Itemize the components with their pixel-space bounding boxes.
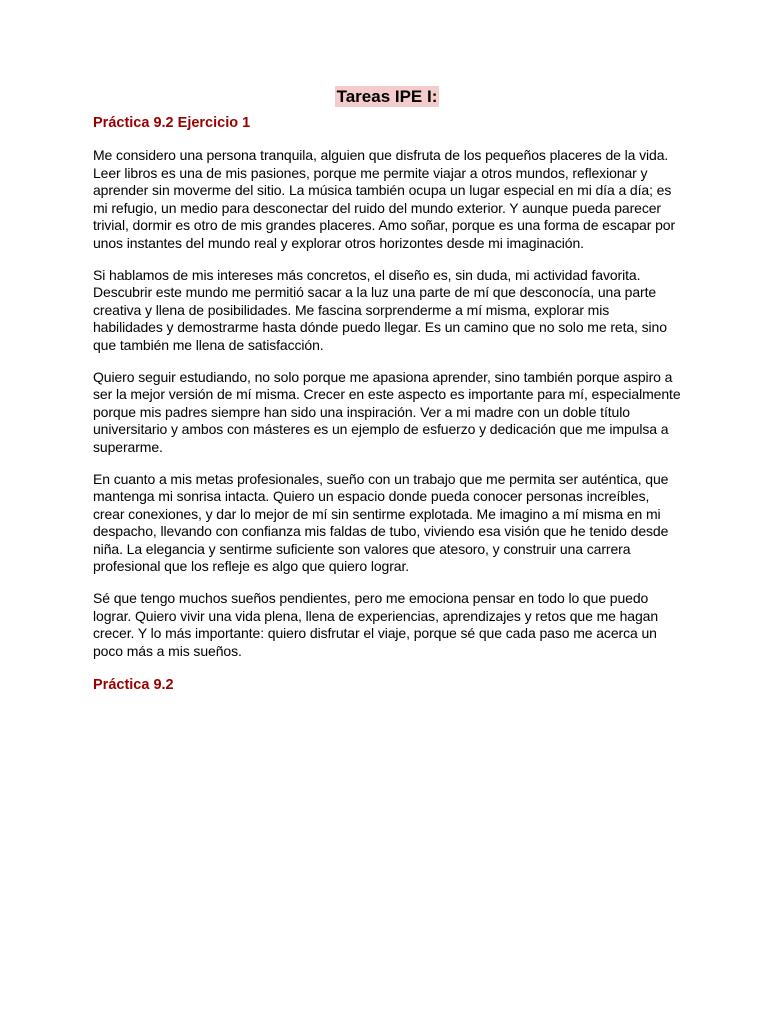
paragraph-1: Me considero una persona tranquila, alguien que disfruta de los pequeños placeres de la vida. Leer libros es una de mis pasiones, porque me permite viajar a otros mundos, reflexionar y aprender sin moverme del sitio. La música también ocupa un lugar especial en mi día a día; es mi refugio, un medio para desconectar del ruido del mundo exterior. Y aunque pueda parecer trivial, dormir es otro de mis grandes placeres. Amo soñar, porque es una forma de escapar por unos instantes del mundo real y explorar otros horizontes desde mi imaginación. bbox=[93, 147, 676, 251]
paragraph-3: Quiero seguir estudiando, no solo porque me apasiona aprender, sino también porque aspiro a ser la mejor versión de mí misma. Crecer en este aspecto es importante para mí, especialmente porque mis padres siempre han sido una inspiración. Ver a mi madre con un doble título universitario y ambos con másteres es un ejemplo de esfuerzo y dedicación que me impulsa a superarme. bbox=[93, 368, 681, 455]
document-title: Tareas IPE I: bbox=[336, 87, 438, 106]
title-container bbox=[93, 86, 681, 110]
paragraph-2: Si hablamos de mis intereses más concretos, el diseño es, sin duda, mi actividad favorita. Descubrir este mundo me permitió sacar a la luz una parte de mí que desconocía, una parte creativa y llena de posibilidades. Me fascina sorprenderme a mí misma, explorar mis habilidades y demostrarme hasta dónde puedo llegar. Es un camino que no solo me reta, sino que también me llena de satisfacción. bbox=[93, 266, 667, 353]
paragraph-4: En cuanto a mis metas profesionales, sueño con un trabajo que me permita ser auténtica, que mantenga mi sonrisa intacta. Quiero un espacio donde pueda conocer personas increíbles, crear conexiones, y dar lo mejor de mí sin sentirme explotada. Me imagino a mí misma en mi despacho, llevando con confianza mis faldas de tubo, viviendo esa visión que he tenido desde niña. La elegancia y sentirme suficiente son valores que atesoro, y construir una carrera profesional que los refleje es algo que quiero lograr. bbox=[93, 470, 669, 575]
section-heading-practica-9-2: Práctica 9.2 bbox=[93, 677, 174, 694]
section-heading-ejercicio-1: Práctica 9.2 Ejercicio 1 bbox=[93, 115, 251, 131]
document-page bbox=[93, 86, 681, 694]
paragraph-5: Sé que tengo muchos sueños pendientes, pero me emociona pensar en todo lo que puedo lograr. Quiero vivir una vida plena, llena de experiencias, aprendizajes y retos que me hagan crecer. Y lo más importante: quiero disfrutar el viaje, porque sé que cada paso me acerca un poco más a mis sueños. bbox=[93, 590, 659, 659]
